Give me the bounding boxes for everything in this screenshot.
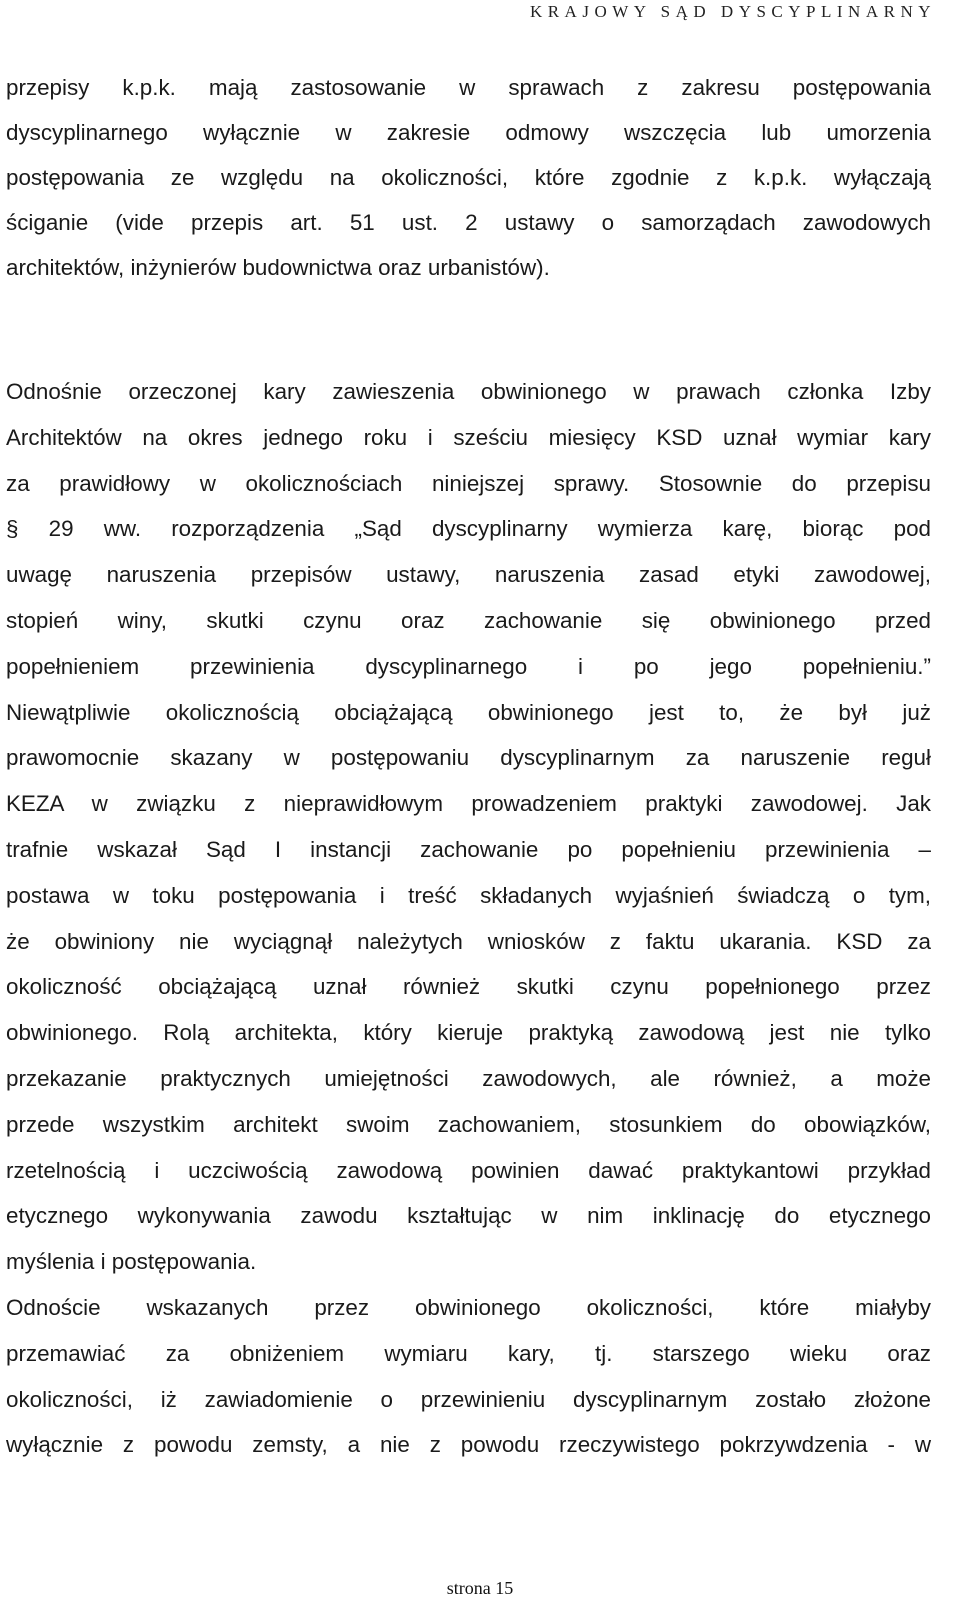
running-header-court-name: KRAJOWY SĄD DYSCYPLINARNY: [529, 2, 936, 21]
text-line: przekazanie praktycznych umiejętności zawodowych, ale również, a może: [6, 1065, 931, 1091]
text-line: etycznego wykonywania zawodu kształtując w nim inklinację do etycznego: [6, 1203, 931, 1229]
paragraph-1: [6, 65, 931, 290]
text-line: popełnieniem przewinienia dyscyplinarnego i po jego popełnieniu.”: [6, 653, 931, 679]
text-line: stopień winy, skutki czynu oraz zachowanie się obwinionego przed: [6, 607, 931, 633]
text-line: dyscyplinarnego wyłącznie w zakresie odmowy wszczęcia lub umorzenia: [6, 120, 931, 145]
page-number: strona 15: [446, 1578, 514, 1598]
text-line: ściganie (vide przepis art. 51 ust. 2 ustawy o samorządach zawodowych: [6, 210, 931, 235]
text-line: uwagę naruszenia przepisów ustawy, naruszenia zasad etyki zawodowej,: [6, 562, 931, 588]
text-line: postawa w toku postępowania i treść składanych wyjaśnień świadczą o tym,: [6, 882, 931, 908]
text-line: że obwiniony nie wyciągnął należytych wniosków z faktu ukarania. KSD za: [6, 928, 931, 954]
text-line: Niewątpliwie okolicznością obciążającą obwinionego jest to, że był już: [6, 699, 931, 725]
text-line: Architektów na okres jednego roku i sześciu miesięcy KSD uznał wymiar kary: [6, 424, 931, 450]
text-line: przepisy k.p.k. mają zastosowanie w sprawach z zakresu postępowania: [6, 75, 931, 100]
text-line: Odnoście wskazanych przez obwinionego okoliczności, które miałyby: [6, 1294, 931, 1320]
text-line: okoliczność obciążającą uznał również skutki czynu popełnionego przez: [6, 974, 931, 1000]
text-line: rzetelnością i uczciwością zawodową powinien dawać praktykantowi przykład: [6, 1157, 931, 1183]
text-line: przemawiać za obniżeniem wymiaru kary, tj. starszego wieku oraz: [6, 1340, 931, 1366]
text-line: za prawidłowy w okolicznościach niniejszej sprawy. Stosownie do przepisu: [6, 470, 931, 496]
text-line: postępowania ze względu na okoliczności, które zgodnie z k.p.k. wyłączają: [6, 165, 931, 190]
text-line: myślenia i postępowania.: [6, 1249, 257, 1275]
text-line: wyłącznie z powodu zemsty, a nie z powodu rzeczywistego pokrzywdzenia - w: [6, 1432, 931, 1458]
paragraph-2: [6, 369, 931, 1468]
text-line: okoliczności, iż zawiadomienie o przewinieniu dyscyplinarnym zostało złożone: [6, 1386, 931, 1412]
text-line: architektów, inżynierów budownictwa oraz urbanistów).: [6, 255, 550, 280]
text-line: Odnośnie orzeczonej kary zawieszenia obwinionego w prawach członka Izby: [6, 379, 931, 404]
text-line: prawomocnie skazany w postępowaniu dyscyplinarnym za naruszenie reguł: [6, 745, 931, 771]
text-line: KEZA w związku z nieprawidłowym prowadzeniem praktyki zawodowej. Jak: [6, 791, 931, 817]
text-line: § 29 ww. rozporządzenia „Sąd dyscyplinarny wymierza karę, biorąc pod: [6, 516, 931, 542]
text-line: trafnie wskazał Sąd I instancji zachowanie po popełnieniu przewinienia –: [6, 836, 931, 862]
text-line: przede wszystkim architekt swoim zachowaniem, stosunkiem do obowiązków,: [6, 1111, 931, 1137]
text-line: obwinionego. Rolą architekta, który kieruje praktyką zawodową jest nie tylko: [6, 1020, 931, 1046]
